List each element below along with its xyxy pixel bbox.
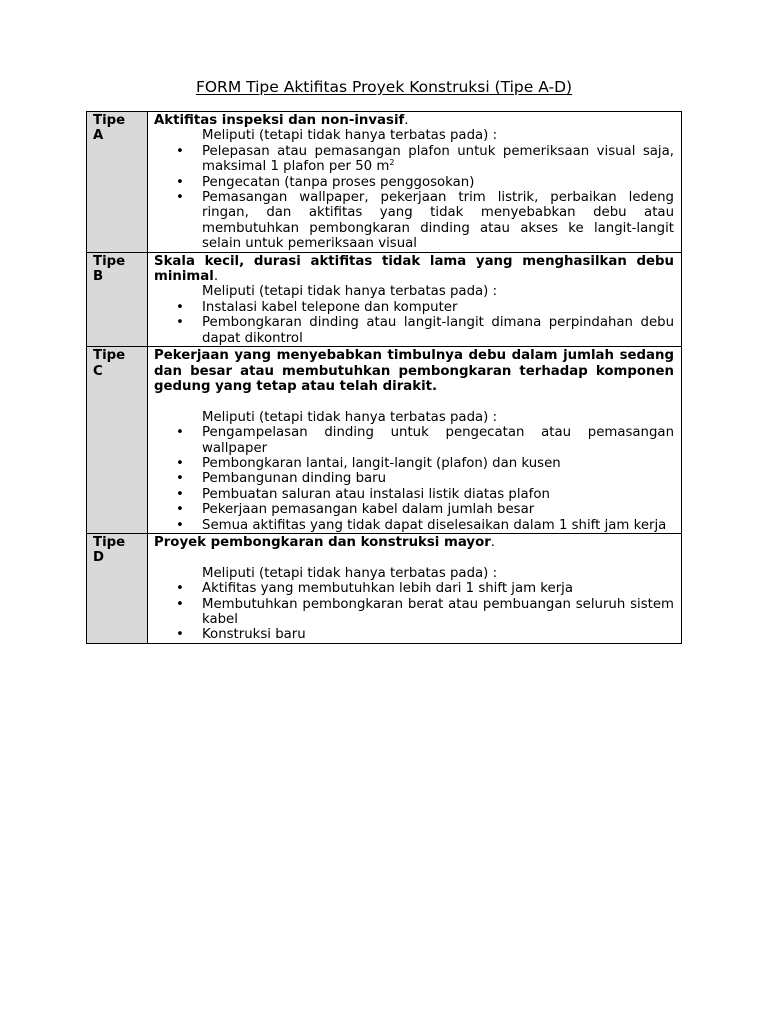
row-intro-c: Meliputi (tetapi tidak hanya terbatas pada) :: [202, 409, 498, 425]
superscript: 2: [389, 158, 395, 168]
list-item-text: Instalasi kabel telepone dan komputer: [202, 299, 458, 315]
form-title: [0, 77, 768, 97]
list-item: [154, 487, 674, 502]
item-list-d: [154, 581, 674, 643]
bullet-icon: •: [176, 174, 184, 190]
description-cell-c: [148, 347, 682, 534]
type-label-b: Tipe B: [93, 253, 126, 285]
form-title-text: FORM Tipe Aktifitas Proyek Konstruksi (Tipe A-D): [195, 78, 573, 96]
row-intro-b: Meliputi (tetapi tidak hanya terbatas pada) :: [202, 284, 498, 300]
table-row-tipe-d: [87, 533, 682, 643]
bullet-icon: •: [176, 517, 184, 533]
bullet-icon: •: [176, 486, 184, 502]
activity-type-table: [86, 111, 682, 644]
type-cell-c: [87, 347, 148, 534]
list-item: [154, 425, 674, 456]
type-cell-b: [87, 252, 148, 346]
list-item-text: Pembongkaran lantai, langit-langit (plafon) dan kusen: [202, 455, 561, 471]
row-heading-text-b: Skala kecil, durasi aktifitas tidak lama yang menghasilkan debu minimal: [154, 253, 674, 285]
list-item: [154, 144, 674, 175]
list-item: [154, 471, 674, 486]
list-item-text: Konstruksi baru: [202, 627, 306, 643]
row-heading-text-a: Aktifitas inspeksi dan non-invasif: [154, 113, 405, 128]
row-intro-d: Meliputi (tetapi tidak hanya terbatas pada) :: [202, 565, 498, 581]
list-item-text: Pelepasan atau pemasangan plafon untuk pemeriksaan visual saja, maksimal 1 plafon per 50 m: [202, 143, 674, 175]
row-heading-c: Pekerjaan yang menyebabkan timbulnya debu dalam jumlah sedang dan besar atau membutuhkan pembongkaran terhadap komponen gedung yang tetap atau telah dirakit.: [154, 348, 674, 394]
list-item: [154, 627, 674, 642]
spacer: [154, 550, 674, 565]
type-label-c: Tipe C: [93, 348, 126, 379]
bullet-icon: •: [176, 299, 184, 315]
list-item-text: Membutuhkan pembongkaran berat atau pembuangan seluruh sistem kabel: [202, 596, 674, 627]
type-label-a: Tipe A: [93, 113, 126, 144]
list-item: [154, 315, 674, 346]
description-cell-b: [148, 252, 682, 346]
list-item-text: Semua aktifitas yang tidak dapat diselesaikan dalam 1 shift jam kerja: [202, 517, 667, 533]
row-heading-tail-b: .: [213, 269, 219, 285]
bullet-icon: •: [176, 315, 184, 331]
list-item: [154, 300, 674, 315]
spacer: [154, 394, 674, 409]
bullet-icon: •: [176, 581, 184, 597]
item-list-a: [154, 144, 674, 252]
bullet-icon: •: [176, 455, 184, 471]
list-item: [154, 190, 674, 252]
type-cell-a: [87, 112, 148, 253]
row-heading-tail-a: .: [404, 113, 409, 128]
list-item: [154, 175, 674, 190]
list-item: [154, 456, 674, 471]
row-intro-a: Meliputi (tetapi tidak hanya terbatas pada) :: [202, 128, 498, 144]
list-item: [154, 581, 674, 596]
list-item-text: Pembangunan dinding baru: [202, 471, 387, 487]
list-item-text: Pekerjaan pemasangan kabel dalam jumlah besar: [202, 502, 535, 518]
row-heading-d: [154, 535, 674, 550]
bullet-icon: •: [176, 190, 184, 206]
list-item: [154, 502, 674, 517]
table-row-tipe-a: [87, 112, 682, 253]
row-heading-tail-d: .: [490, 534, 495, 550]
description-cell-d: [148, 533, 682, 643]
row-heading-b: [154, 254, 674, 285]
item-list-b: [154, 300, 674, 346]
table-row-tipe-c: [87, 347, 682, 534]
bullet-icon: •: [176, 627, 184, 643]
list-item: [154, 518, 674, 533]
list-item-text: Pembuatan saluran atau instalasi listik diatas plafon: [202, 486, 550, 502]
item-list-c: [154, 425, 674, 533]
list-item-text: Pengecatan (tanpa proses penggosokan): [202, 174, 475, 190]
list-item-text: Aktifitas yang membutuhkan lebih dari 1 shift jam kerja: [202, 581, 574, 597]
type-label-d: Tipe D: [93, 534, 126, 566]
bullet-icon: •: [176, 596, 184, 612]
bullet-icon: •: [176, 143, 184, 159]
list-item-text: Pemasangan wallpaper, pekerjaan trim listrik, perbaikan ledeng ringan, dan aktifitas yang tidak menyebabkan debu atau membutuhkan pembongkaran dinding atau akses ke langit-langit selain untuk pemeriksaan visual: [202, 190, 674, 252]
list-item-text: Pembongkaran dinding atau langit-langit dimana perpindahan debu dapat dikontrol: [202, 315, 674, 346]
description-cell-a: [148, 112, 682, 253]
table-row-tipe-b: [87, 252, 682, 346]
list-item: [154, 597, 674, 628]
list-item-text: Pengampelasan dinding untuk pengecatan atau pemasangan wallpaper: [202, 425, 674, 456]
row-heading-a: [154, 113, 674, 128]
bullet-icon: •: [176, 471, 184, 487]
row-heading-text-d: Proyek pembongkaran dan konstruksi mayor: [154, 534, 491, 550]
type-cell-d: [87, 533, 148, 643]
bullet-icon: •: [176, 502, 184, 518]
bullet-icon: •: [176, 425, 184, 441]
